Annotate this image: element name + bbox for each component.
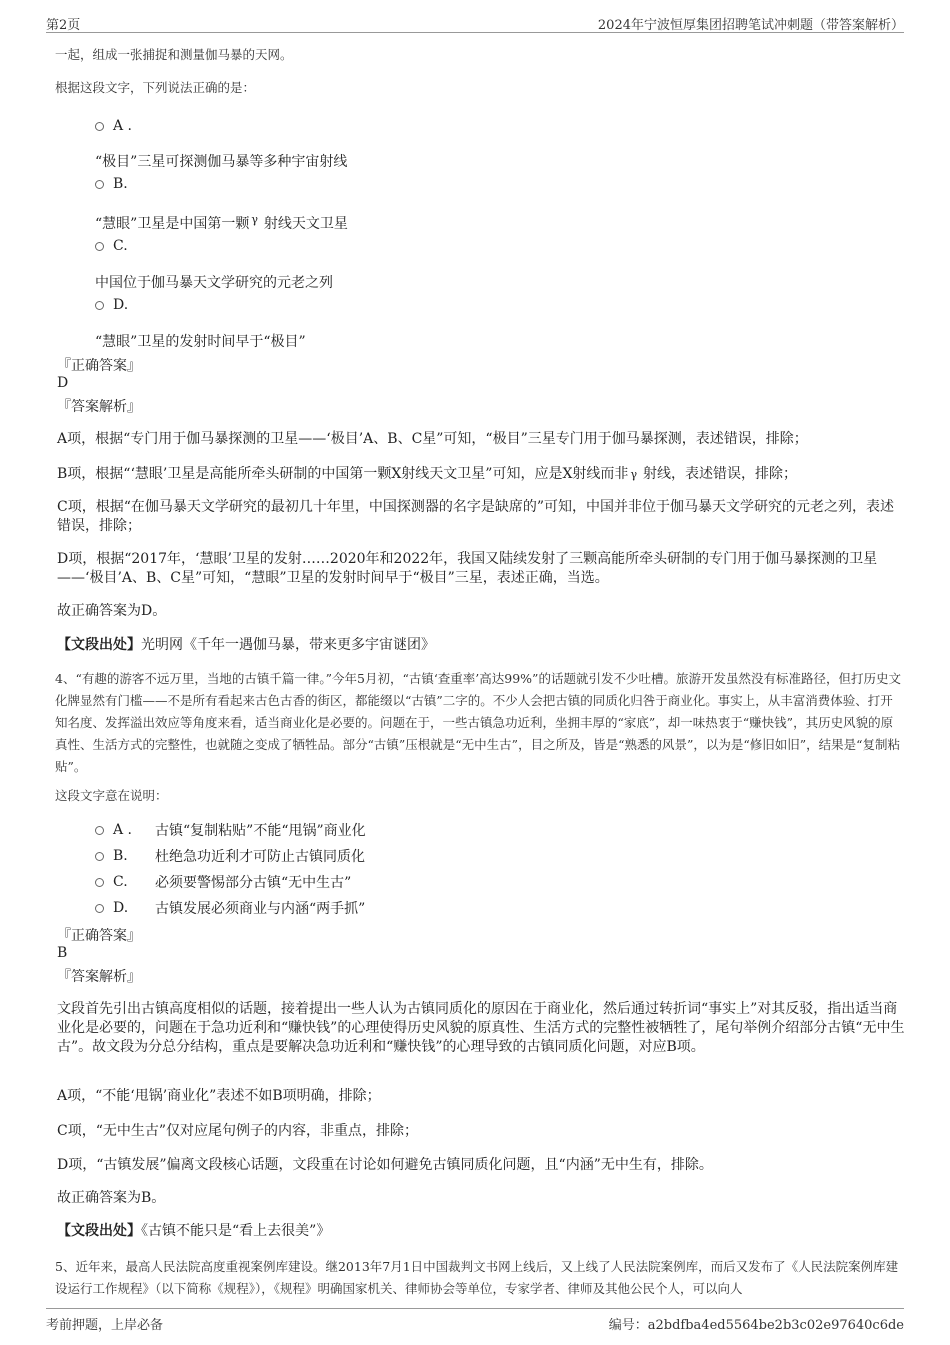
radio-icon[interactable] [95, 301, 104, 310]
option-text: 杜绝急功近利才可防止古镇同质化 [155, 849, 365, 865]
radio-icon[interactable] [95, 242, 104, 251]
q3-option-b-text: “慧眼”卫星是中国第一颗 γ 射线天文卫星 [95, 213, 348, 232]
q3-prompt: 根据这段文字，下列说法正确的是： [55, 80, 256, 95]
q4-answer-header: 『正确答案』 [57, 928, 141, 944]
q3-option-c[interactable] [95, 236, 143, 256]
option-label: D. [113, 297, 129, 313]
q5-passage: 5、近年来，最高人民法院高度重视案例库建设。继2013年7月1日中国裁判文书网上线后，又上线了人民法院案例库，而后又发布了《人民法院案例库建设运行工作规程》（以下简称《规程》），《规程》明确国家机关、律师协会等单位，专家学者、律师及其他公民个人，可以向人 [55, 1259, 899, 1296]
q4-option-d[interactable] [95, 898, 365, 918]
option-label: C. [113, 238, 128, 254]
radio-icon[interactable] [95, 878, 104, 887]
gamma-symbol: γ [251, 213, 258, 226]
q4-prompt: 这段文字意在说明： [55, 788, 168, 803]
option-label: B. [113, 176, 128, 192]
q3-option-d-text: “慧眼”卫星的发射时间早于“极目” [95, 334, 306, 350]
document-title: 2024年宁波恒厚集团招聘笔试冲刺题（带答案解析） [597, 18, 904, 33]
footer-slogan: 考前押题，上岸必备 [46, 1318, 164, 1333]
radio-icon[interactable] [95, 852, 104, 861]
document-id: 编号：a2bdfba4ed5564be2b3c02e97640c6de [608, 1318, 904, 1333]
option-label: C. [113, 874, 128, 890]
q4-analysis-c: C项，“无中生古”仅对应尾句例子的内容，非重点，排除； [57, 1123, 419, 1139]
q3-analysis-b: B项，根据“‘慧眼’卫星是高能所牵头研制的中国第一颗X射线天文卫星”可知，应是X射线而非 γ 射线，表述错误，排除； [57, 466, 798, 482]
q3-option-a[interactable] [95, 116, 143, 136]
q3-conclusion: 故正确答案为D。 [57, 603, 167, 619]
q3-analysis-a: A项，根据“专门用于伽马暴探测的卫星——‘极目’A、B、C星”可知，“极目”三星专门用于伽马暴探测，表述错误，排除； [57, 431, 808, 447]
radio-icon[interactable] [95, 122, 104, 131]
q3-option-d[interactable] [95, 295, 143, 315]
q4-option-c[interactable] [95, 872, 351, 892]
q4-answer: B [57, 945, 68, 961]
q3-analysis-d: D项，根据“2017年，‘慧眼’卫星的发射……2020年和2022年，我国又陆续发射了三颗高能所牵头研制的专门用于伽马暴探测的卫星——‘极目’A、B、C星”可知，“慧眼”卫星的发射时间早于“极目”三星，表述正确，当选。 [57, 551, 878, 586]
option-label: A . [113, 118, 133, 134]
q3-option-c-text: 中国位于伽马暴天文学研究的元老之列 [95, 275, 333, 291]
page-number: 第2页 [46, 18, 81, 33]
q4-passage: 4、“有趣的游客不远万里，当地的古镇千篇一律。”今年5月初，“古镇‘查重率’高达99%”的话题就引发不少吐槽。旅游开发虽然没有标准路径，但打历史文化牌显然有门槛——不是所有看起来古色古香的街区，都能缀以“古镇”二字的。不少人会把古镇的同质化归咎于商业化。事实上，从丰富消费体验、打开知名度、发挥溢出效应等角度来看，适当商业化是必要的。问题在于，一些古镇急功近利，坐拥丰厚的“家底”，却一味热衷于“赚快钱”，其历史风貌的原真性、生活方式的完整性，也就随之变成了牺牲品。部分“古镇”压根就是“无中生古”，目之所及，皆是“熟悉的风景”，以为是“修旧如旧”，结果是“复制粘贴”。 [55, 671, 901, 774]
q4-option-a[interactable] [95, 820, 366, 840]
q3-analysis-c: C项，根据“在伽马暴天文学研究的最初几十年里，中国探测器的名字是缺席的”可知，中国并非位于伽马暴天文学研究的元老之列，表述错误，排除； [57, 499, 895, 534]
option-text: 古镇“复制粘贴”不能“甩锅”商业化 [155, 823, 366, 839]
q4-analysis-a: A项，“不能‘甩锅’商业化”表述不如B项明确，排除； [57, 1088, 381, 1104]
q3-analysis-header: 『答案解析』 [57, 399, 141, 415]
option-text: 古镇发展必须商业与内涵“两手抓” [155, 901, 366, 917]
radio-icon[interactable] [95, 826, 104, 835]
radio-icon[interactable] [95, 904, 104, 913]
gamma-symbol: γ [630, 468, 638, 481]
q4-analysis-d: D项，“古镇发展”偏离文段核心话题，文段重在讨论如何避免古镇同质化问题，且“内涵”无中生有，排除。 [57, 1157, 713, 1173]
option-text: 必须要警惕部分古镇“无中生古” [155, 875, 352, 891]
page-header [46, 12, 904, 33]
q3-option-b[interactable] [95, 174, 143, 194]
q4-analysis-main: 文段首先引出古镇高度相似的话题，接着提出一些人认为古镇同质化的原因在于商业化，然后通过转折词“事实上”对其反驳，指出适当商业化是必要的，问题在于急功近利和“赚快钱”的心理使得历史风貌的原真性、生活方式的完整性被牺牲了，尾句举例介绍部分古镇“无中生古”。故文段为分总分结构，重点是要解决急功近利和“赚快钱”的心理导致的古镇同质化问题，对应B项。 [57, 1001, 905, 1055]
q4-source: 【文段出处】《古镇不能只是“看上去很美”》 [57, 1223, 331, 1239]
page-footer [46, 1308, 904, 1333]
q4-option-b[interactable] [95, 846, 365, 866]
option-label: A . [113, 822, 133, 838]
q3-option-a-text: “极目”三星可探测伽马暴等多种宇宙射线 [95, 154, 348, 170]
q3-answer-header: 『正确答案』 [57, 358, 141, 374]
q3-passage-tail: 一起，组成一张捕捉和测量伽马暴的天网。 [55, 47, 293, 62]
q4-conclusion: 故正确答案为B。 [57, 1190, 166, 1206]
radio-icon[interactable] [95, 180, 104, 189]
option-label: B. [113, 848, 128, 864]
option-label: D. [113, 900, 129, 916]
q3-source: 【文段出处】光明网《千年一遇伽马暴，带来更多宇宙谜团》 [57, 637, 435, 653]
q3-answer: D [57, 375, 69, 391]
q4-analysis-header: 『答案解析』 [57, 969, 141, 985]
